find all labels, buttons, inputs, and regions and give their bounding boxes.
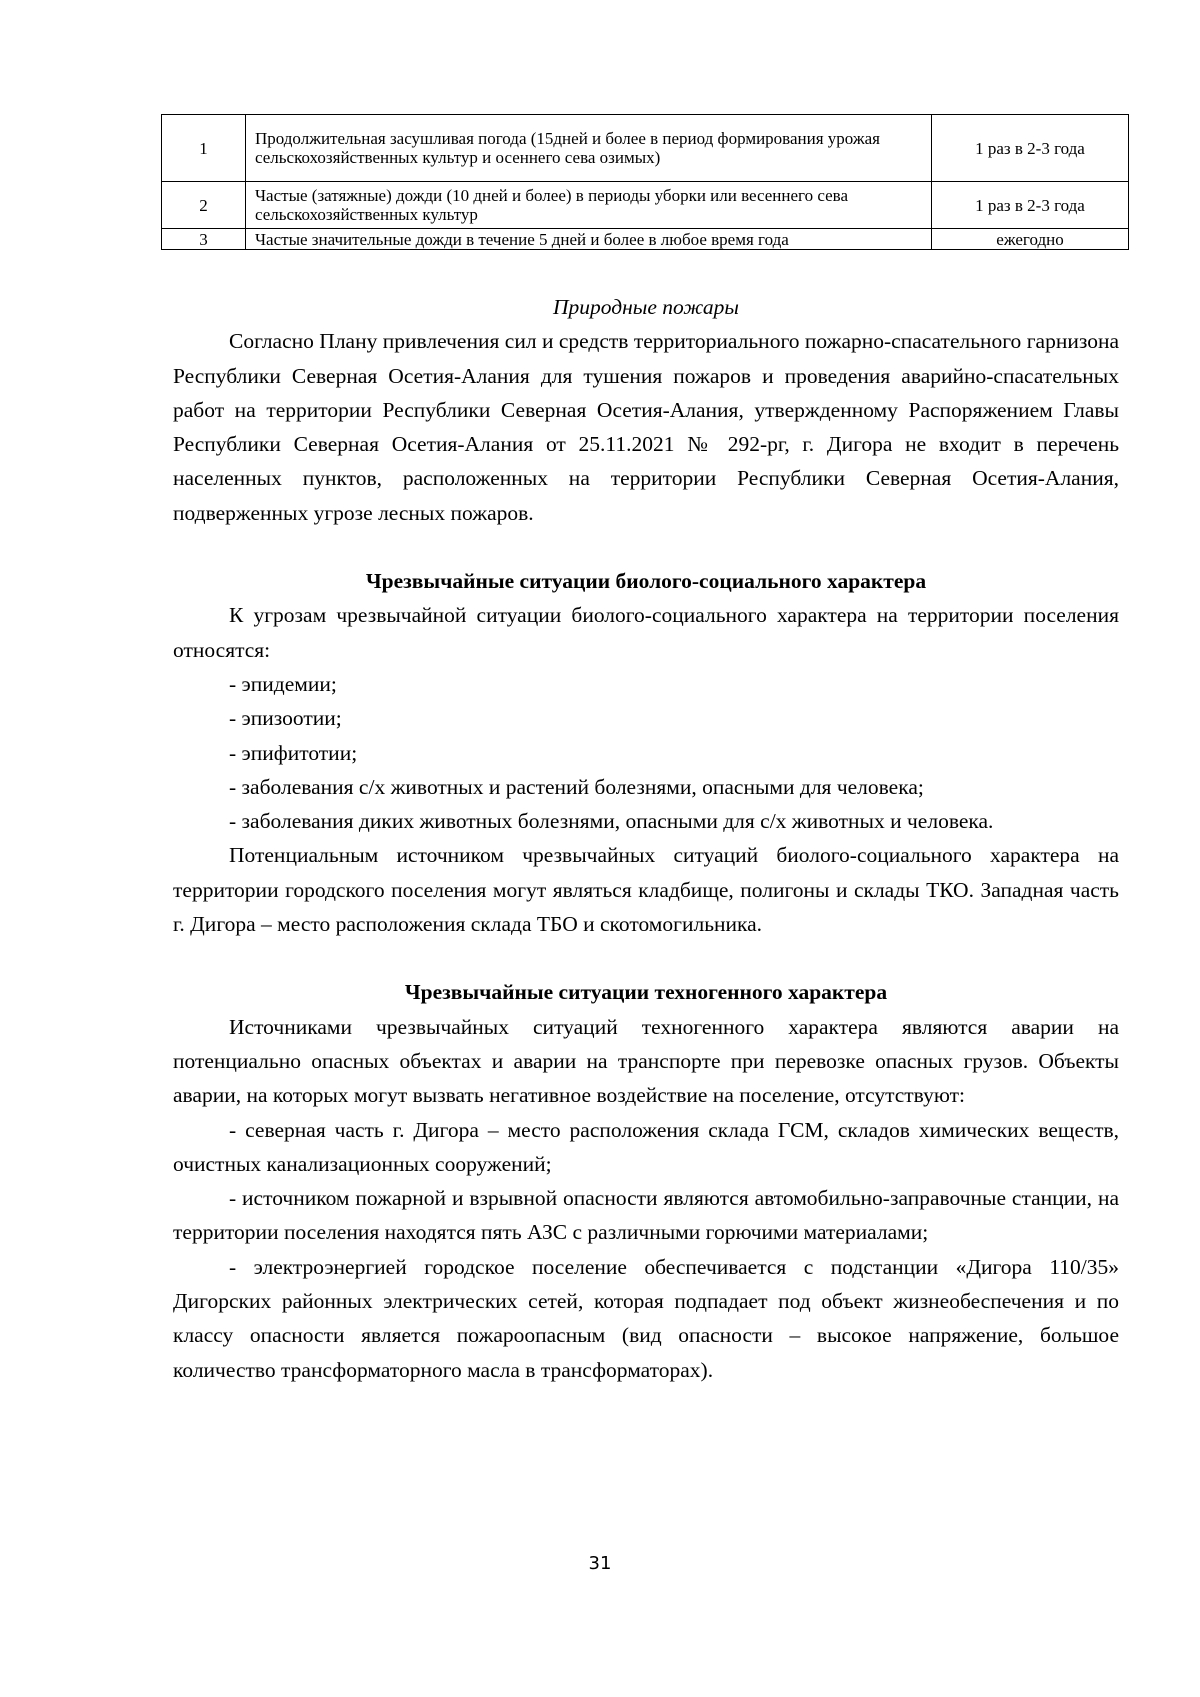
frequency-table	[161, 114, 1129, 250]
table-row	[162, 115, 1129, 182]
bio-paragraph: Потенциальным источником чрезвычайных ситуаций биолого-социального характера на территории городского поселения могут являться кладбище, полигоны и склады ТКО. Западная часть г. Дигора – место расположения склада ТБО и скотомогильника.	[173, 843, 1119, 937]
bio-list-item: - заболевания диких животных болезнями, опасными для с/х животных и человека.	[229, 809, 994, 834]
fires-paragraph: Согласно Плану привлечения сил и средств территориального пожарно-спасательного гарнизона Республики Северная Осетия-Алания для тушения пожаров и проведения аварийно-спасательных работ на территории Республики Северная Осетия-Алания, утвержденному Распоряжением Главы Республики Северная Осетия-Алания от 25.11.2021 № 292-рг, г. Дигора не входит в перечень населенных пунктов, расположенных на территории Республики Северная Осетия-Алания, подверженных угрозе лесных пожаров.	[173, 329, 1119, 525]
spacer	[173, 941, 1119, 975]
bio-list-item: - эпифитотии;	[229, 740, 358, 765]
row-number: 1	[162, 115, 246, 182]
tech-list-item: - северная часть г. Дигора – место расположения склада ГСМ, складов химических веществ, очистных канализационных сооружений;	[173, 1117, 1119, 1176]
section-heading-bio: Чрезвычайные ситуации биолого-социального характера	[365, 569, 927, 594]
section-heading-fires: Природные пожары	[552, 295, 739, 319]
page-number: 31	[588, 1553, 612, 1574]
row-frequency: ежегодно	[932, 229, 1129, 250]
row-number: 3	[162, 229, 246, 250]
bio-list-item: - эпизоотии;	[229, 706, 342, 731]
document-body	[173, 290, 1119, 1387]
row-description: Частые (затяжные) дожди (10 дней и более) в периоды уборки или весеннего сева сельскохозяйственных культур	[246, 182, 932, 229]
row-frequency: 1 раз в 2-3 года	[932, 182, 1129, 229]
bio-list-item: - заболевания с/х животных и растений болезнями, опасными для человека;	[229, 774, 924, 799]
section-heading-tech: Чрезвычайные ситуации техногенного характера	[404, 980, 888, 1005]
row-description: Продолжительная засушливая погода (15дней и более в период формирования урожая сельскохозяйственных культур и осеннего сева озимых)	[246, 115, 932, 182]
row-number: 2	[162, 182, 246, 229]
spacer	[173, 530, 1119, 564]
tech-list-item: - источником пожарной и взрывной опасности являются автомобильно-заправочные станции, на территории поселения находятся пять АЗС с различными горючими материалами;	[173, 1186, 1119, 1245]
row-frequency: 1 раз в 2-3 года	[932, 115, 1129, 182]
row-description: Частые значительные дожди в течение 5 дней и более в любое время года	[246, 229, 932, 250]
table-row	[162, 229, 1129, 250]
bio-list-item: - эпидемии;	[229, 671, 337, 696]
table-row	[162, 182, 1129, 229]
bio-intro: К угрозам чрезвычайной ситуации биолого-социального характера на территории поселения относятся:	[173, 603, 1119, 662]
tech-list-item: - электроэнергией городское поселение обеспечивается с подстанции «Дигора 110/35» Дигорских районных электрических сетей, которая подпадает под объект жизнеобеспечения и по классу опасности является пожароопасным (вид опасности – высокое напряжение, большое количество трансформаторного масла в трансформаторах).	[173, 1254, 1119, 1382]
tech-intro: Источниками чрезвычайных ситуаций техногенного характера являются аварии на потенциально опасных объектах и аварии на транспорте при перевозке опасных грузов. Объекты аварии, на которых могут вызвать негативное воздействие на поселение, отсутствуют:	[173, 1014, 1119, 1108]
